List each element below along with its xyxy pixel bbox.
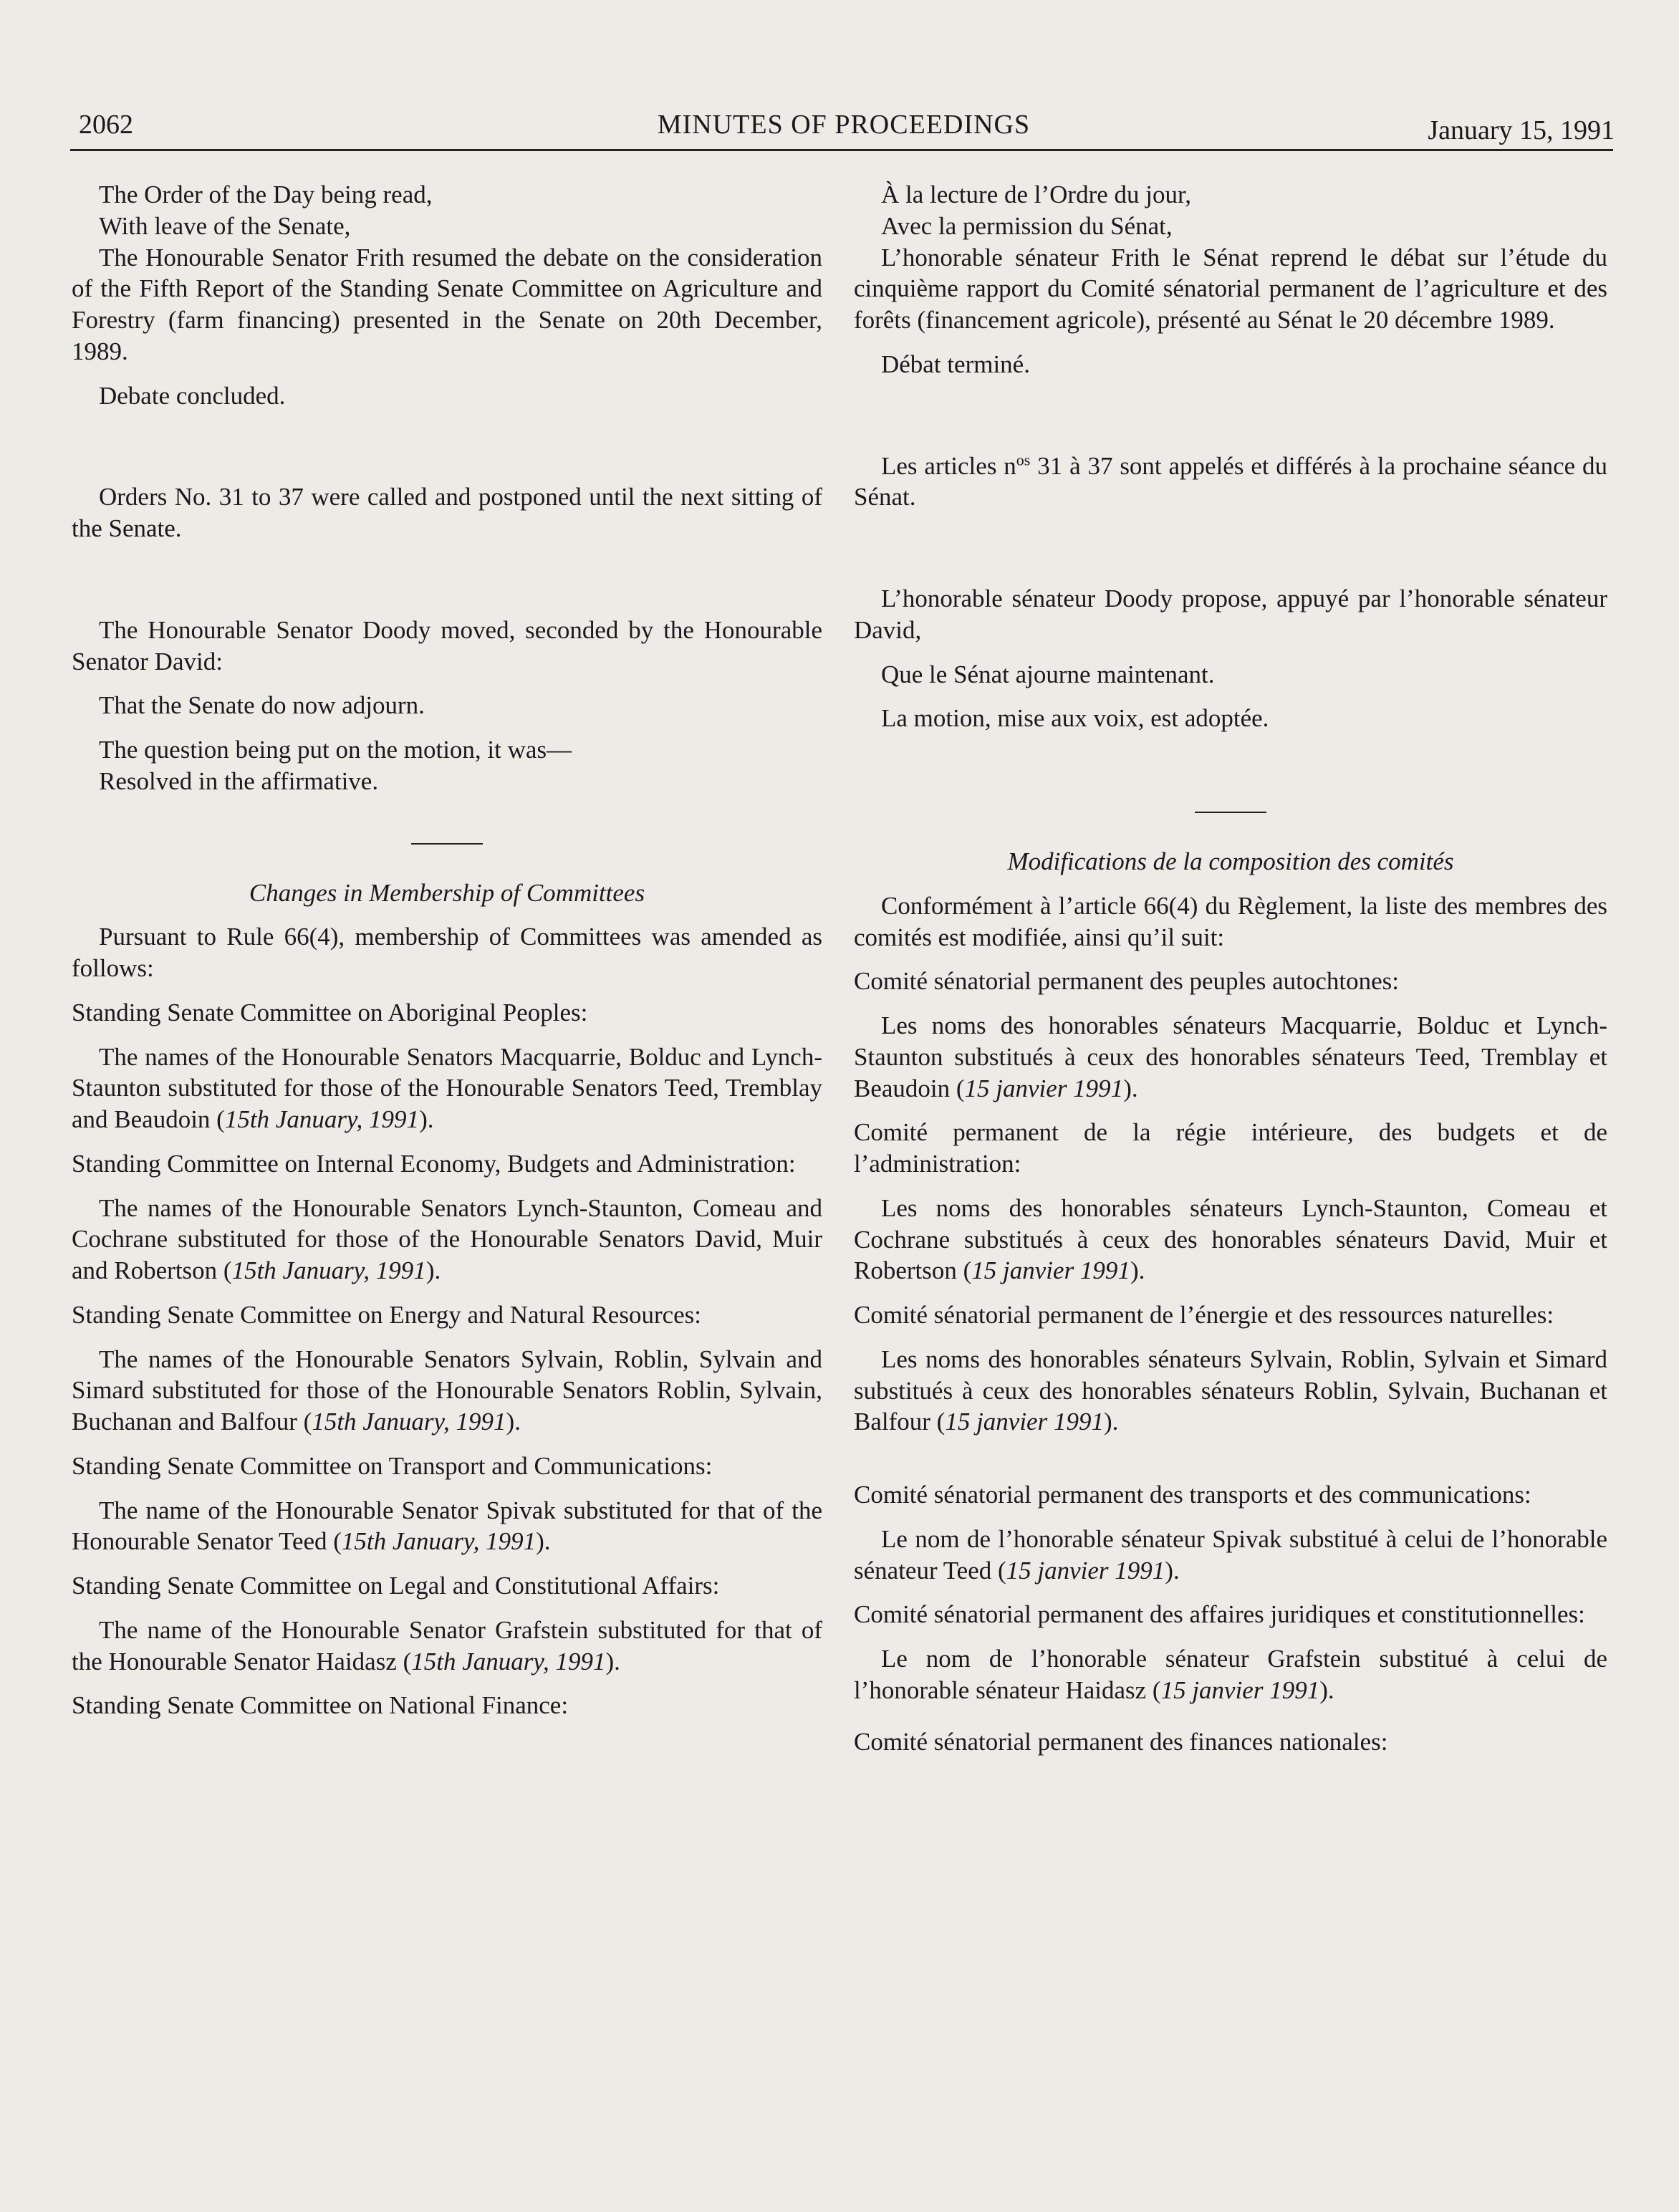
with-leave-line-fr: Avec la permission du Sénat, xyxy=(881,211,1173,240)
committee-energy-change-fr: Les noms des honorables sénateurs Sylvain, Roblin, Sylvain et Simard substitués à ceux des honorables sénateurs Roblin, Sylvain, Buchanan et Balfour (15 janvier 1991). xyxy=(854,1345,1607,1436)
with-leave-line: With leave of the Senate, xyxy=(99,211,351,240)
committee-internal-economy-change-fr: Les noms des honorables sénateurs Lynch-Staunton, Comeau et Cochrane substitués à ceux des honorables sénateurs David, Muir et Robertson (15 janvier 1991). xyxy=(854,1193,1607,1285)
committee-finance-name-fr: Comité sénatorial permanent des finances nationales: xyxy=(854,1727,1388,1756)
changes-heading-fr: Modifications de la composition des comités xyxy=(1007,847,1454,875)
committee-transport-change-fr: Le nom de l’honorable sénateur Spivak substitué à celui de l’honorable sénateur Teed (15 janvier 1991). xyxy=(854,1524,1607,1585)
orders-postponed-fr: Les articles $n^{os}$ 31 à 37 sont appelés et différés à la prochaine séance du Sénat. xyxy=(854,450,1607,511)
order-of-day-line-fr: À la lecture de l’Ordre du jour, xyxy=(881,181,1192,208)
committee-energy-name-fr: Comité sénatorial permanent de l’énergie et des ressources naturelles: xyxy=(854,1301,1554,1329)
page-header xyxy=(70,105,1617,148)
committee-aboriginal-change: The names of the Honourable Senators Macquarrie, Bolduc and Lynch-Staunton substituted for those of the Honourable Senators Teed, Tremblay and Beaudoin (15th January, 1991). xyxy=(72,1042,822,1133)
frith-debate-paragraph-fr: L’honorable sénateur Frith le Sénat reprend le débat sur l’étude du cinquième rapport du Comité sénatorial permanent de l’agriculture et des forêts (financement agricole), présenté au Sénat le 20 décembre 1989. xyxy=(854,243,1607,334)
english-column xyxy=(72,179,822,1721)
committee-transport-name-fr: Comité sénatorial permanent des transports et des communications: xyxy=(854,1481,1531,1509)
pursuant-rule-paragraph-fr: Conformément à l’article 66(4) du Règlement, la liste des membres des comités est modifiée, ainsi qu’il suit: xyxy=(854,891,1607,951)
committee-aboriginal-name: Standing Senate Committee on Aboriginal Peoples: xyxy=(72,998,588,1026)
resolved-line: Resolved in the affirmative. xyxy=(99,766,379,795)
committee-legal-change: The name of the Honourable Senator Grafstein substituted for that of the Honourable Senator Haidasz (15th January, 1991). xyxy=(72,1615,822,1675)
section-divider-fr xyxy=(1195,812,1266,813)
committee-internal-economy-name-fr: Comité permanent de la régie intérieure, des budgets et de l’administration: xyxy=(854,1118,1607,1178)
section-divider xyxy=(411,843,483,845)
doody-motion-fr: L’honorable sénateur Doody propose, appuyé par l’honorable sénateur David, xyxy=(854,585,1607,644)
committee-finance-name: Standing Senate Committee on National Finance: xyxy=(72,1691,569,1720)
committee-legal-name-fr: Comité sénatorial permanent des affaires juridiques et constitutionnelles: xyxy=(854,1600,1585,1629)
page-title: MINUTES OF PROCEEDINGS xyxy=(657,110,1031,140)
page-number: 2062 xyxy=(79,110,133,140)
adjourn-motion: That the Senate do now adjourn. xyxy=(99,691,425,720)
debate-concluded-fr: Débat terminé. xyxy=(881,350,1030,378)
orders-postponed: Orders No. 31 to 37 were called and postponed until the next sitting of the Senate. xyxy=(72,483,822,542)
committee-legal-name: Standing Senate Committee on Legal and Constitutional Affairs: xyxy=(72,1572,720,1600)
order-of-day-line: The Order of the Day being read, xyxy=(99,181,433,208)
page-date: January 15, 1991 xyxy=(1428,115,1615,145)
committee-aboriginal-change-fr: Les noms des honorables sénateurs Macquarrie, Bolduc et Lynch-Staunton substitués à ceux des honorables sénateurs Teed, Tremblay et Beaudoin (15 janvier 1991). xyxy=(854,1011,1607,1102)
committee-energy-change: The names of the Honourable Senators Sylvain, Roblin, Sylvain and Simard substituted for those of the Honourable Senators Roblin, Sylvain, Buchanan and Balfour (15th January, 1991). xyxy=(72,1345,822,1436)
french-column xyxy=(854,179,1607,1757)
committee-internal-economy-change: The names of the Honourable Senators Lynch-Staunton, Comeau and Cochrane substituted for those of the Honourable Senators David, Muir and Robertson (15th January, 1991). xyxy=(72,1193,822,1284)
header-rule xyxy=(70,149,1613,151)
committee-legal-change-fr: Le nom de l’honorable sénateur Grafstein substitué à celui de l’honorable sénateur Haidasz (15 janvier 1991). xyxy=(854,1645,1607,1704)
committee-aboriginal-name-fr: Comité sénatorial permanent des peuples autochtones: xyxy=(854,967,1400,996)
motion-adopted-fr: La motion, mise aux voix, est adoptée. xyxy=(881,704,1269,733)
changes-heading: Changes in Membership of Committees xyxy=(249,878,645,907)
frith-debate-paragraph: The Honourable Senator Frith resumed the debate on the consideration of the Fifth Report of the Standing Senate Committee on Agriculture and Forestry (farm financing) presented in the Senate on 20th December, 1989. xyxy=(72,243,822,365)
committee-transport-change: The name of the Honourable Senator Spivak substituted for that of the Honourable Senator Teed (15th January, 1991). xyxy=(72,1496,822,1556)
adjourn-motion-fr: Que le Sénat ajourne maintenant. xyxy=(881,660,1215,688)
committee-energy-name: Standing Senate Committee on Energy and Natural Resources: xyxy=(72,1300,702,1329)
committee-internal-economy-name: Standing Committee on Internal Economy, Budgets and Administration: xyxy=(72,1149,796,1178)
question-put: The question being put on the motion, it was— xyxy=(99,736,572,764)
doody-motion: The Honourable Senator Doody moved, seconded by the Honourable Senator David: xyxy=(72,615,822,675)
committee-transport-name: Standing Senate Committee on Transport and Communications: xyxy=(72,1451,713,1480)
debate-concluded: Debate concluded. xyxy=(99,381,286,410)
pursuant-rule-paragraph: Pursuant to Rule 66(4), membership of Committees was amended as follows: xyxy=(72,923,822,982)
